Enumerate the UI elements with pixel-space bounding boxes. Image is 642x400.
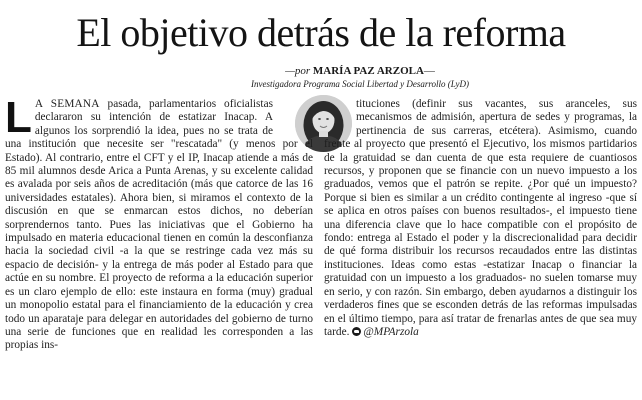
- author-affiliation: Investigadora Programa Social Libertad y Desarrollo (LyD): [250, 79, 470, 89]
- byline: [250, 65, 470, 78]
- author-name: MARÍA PAZ ARZOLA: [312, 65, 424, 77]
- byline-suffix: —: [423, 65, 435, 77]
- byline-prefix: —por: [285, 65, 311, 77]
- drop-cap: L: [5, 93, 32, 142]
- twitter-icon: [352, 327, 361, 336]
- article-column-right: [324, 98, 637, 339]
- twitter-handle: @MPArzola: [363, 325, 419, 338]
- left-column-text: pasada, parlamentarios oficialistas declararon su intención de estatizar Inacap. A algunos los sorprendió la idea, pues no se trata de una institución que necesite ser "rescatada" (y menos por el Estado). Al contrario, entre el CFT y el IP, Inacap atiende a más de 85 mil alumnos desde Arica a Punta Arenas, y su excelente calidad es avalada por seis años de acreditación (más que catorce de las 16 universidades estatales). Ahora bien, si miramos el contexto de la discusión en que se enmarcan estos dichos, no deberían sorprendernos tanto. Pues las iniciativas que el Gobierno ha impulsado en materia educacional tienen en común la desconfianza hacia la sociedad civil -a la que se restringe cada vez más su espacio de decisión- y la entrega de más poder al Estado para que actúe en su nombre. El proyecto de reforma a la educación superior es un claro ejemplo de ello: este instaura en forma (muy) gradual un monopolio estatal para el financiamiento de la educación y crea todo un aparataje para delegar en autoridades del gobierno de turno una serie de funciones que en realidad les corresponden a las propias ins-: [5, 98, 313, 352]
- article-column-left: [5, 93, 313, 353]
- lead-caps: A SEMANA: [34, 98, 100, 110]
- right-column-text: tituciones (definir sus vacantes, sus aranceles, sus mecanismos de admisión, apertura de sedes y programas, la pertinencia de sus carreras, etcétera). Asimismo, cuando frente al proyecto que presentó el Ejecutivo, los mismos partidarios de la gratuidad se dan cuenta de que esta requiere de cuantiosos recursos, y proponen que se financie con un nuevo impuesto a los graduados, vemos que el patrón se repite. ¿Por qué un impuesto? Porque si bien es similar a un crédito contingente al ingreso -que sí se aplica en otros países con buenos resultados-, el impuesto tiene una diferencia clave que lo hace compatible con el propósito de fondo: entrega al Estado el poder y la discrecionalidad para decidir de qué forma distribuir los recursos recaudados entre las distintas instituciones. Ideas como estas -estatizar Inacap o financiar la gratuidad con un impuesto a los graduados- no suelen tomarse muy en serio, y con razón. Sin embargo, deben ayudarnos a distinguir los verdaderos fines que se esconden detrás de las reformas impulsadas en el último tiempo, para así tratar de frenarlas antes de que sea muy tarde.: [324, 98, 637, 338]
- article-headline: El objetivo detrás de la reforma: [76, 10, 566, 55]
